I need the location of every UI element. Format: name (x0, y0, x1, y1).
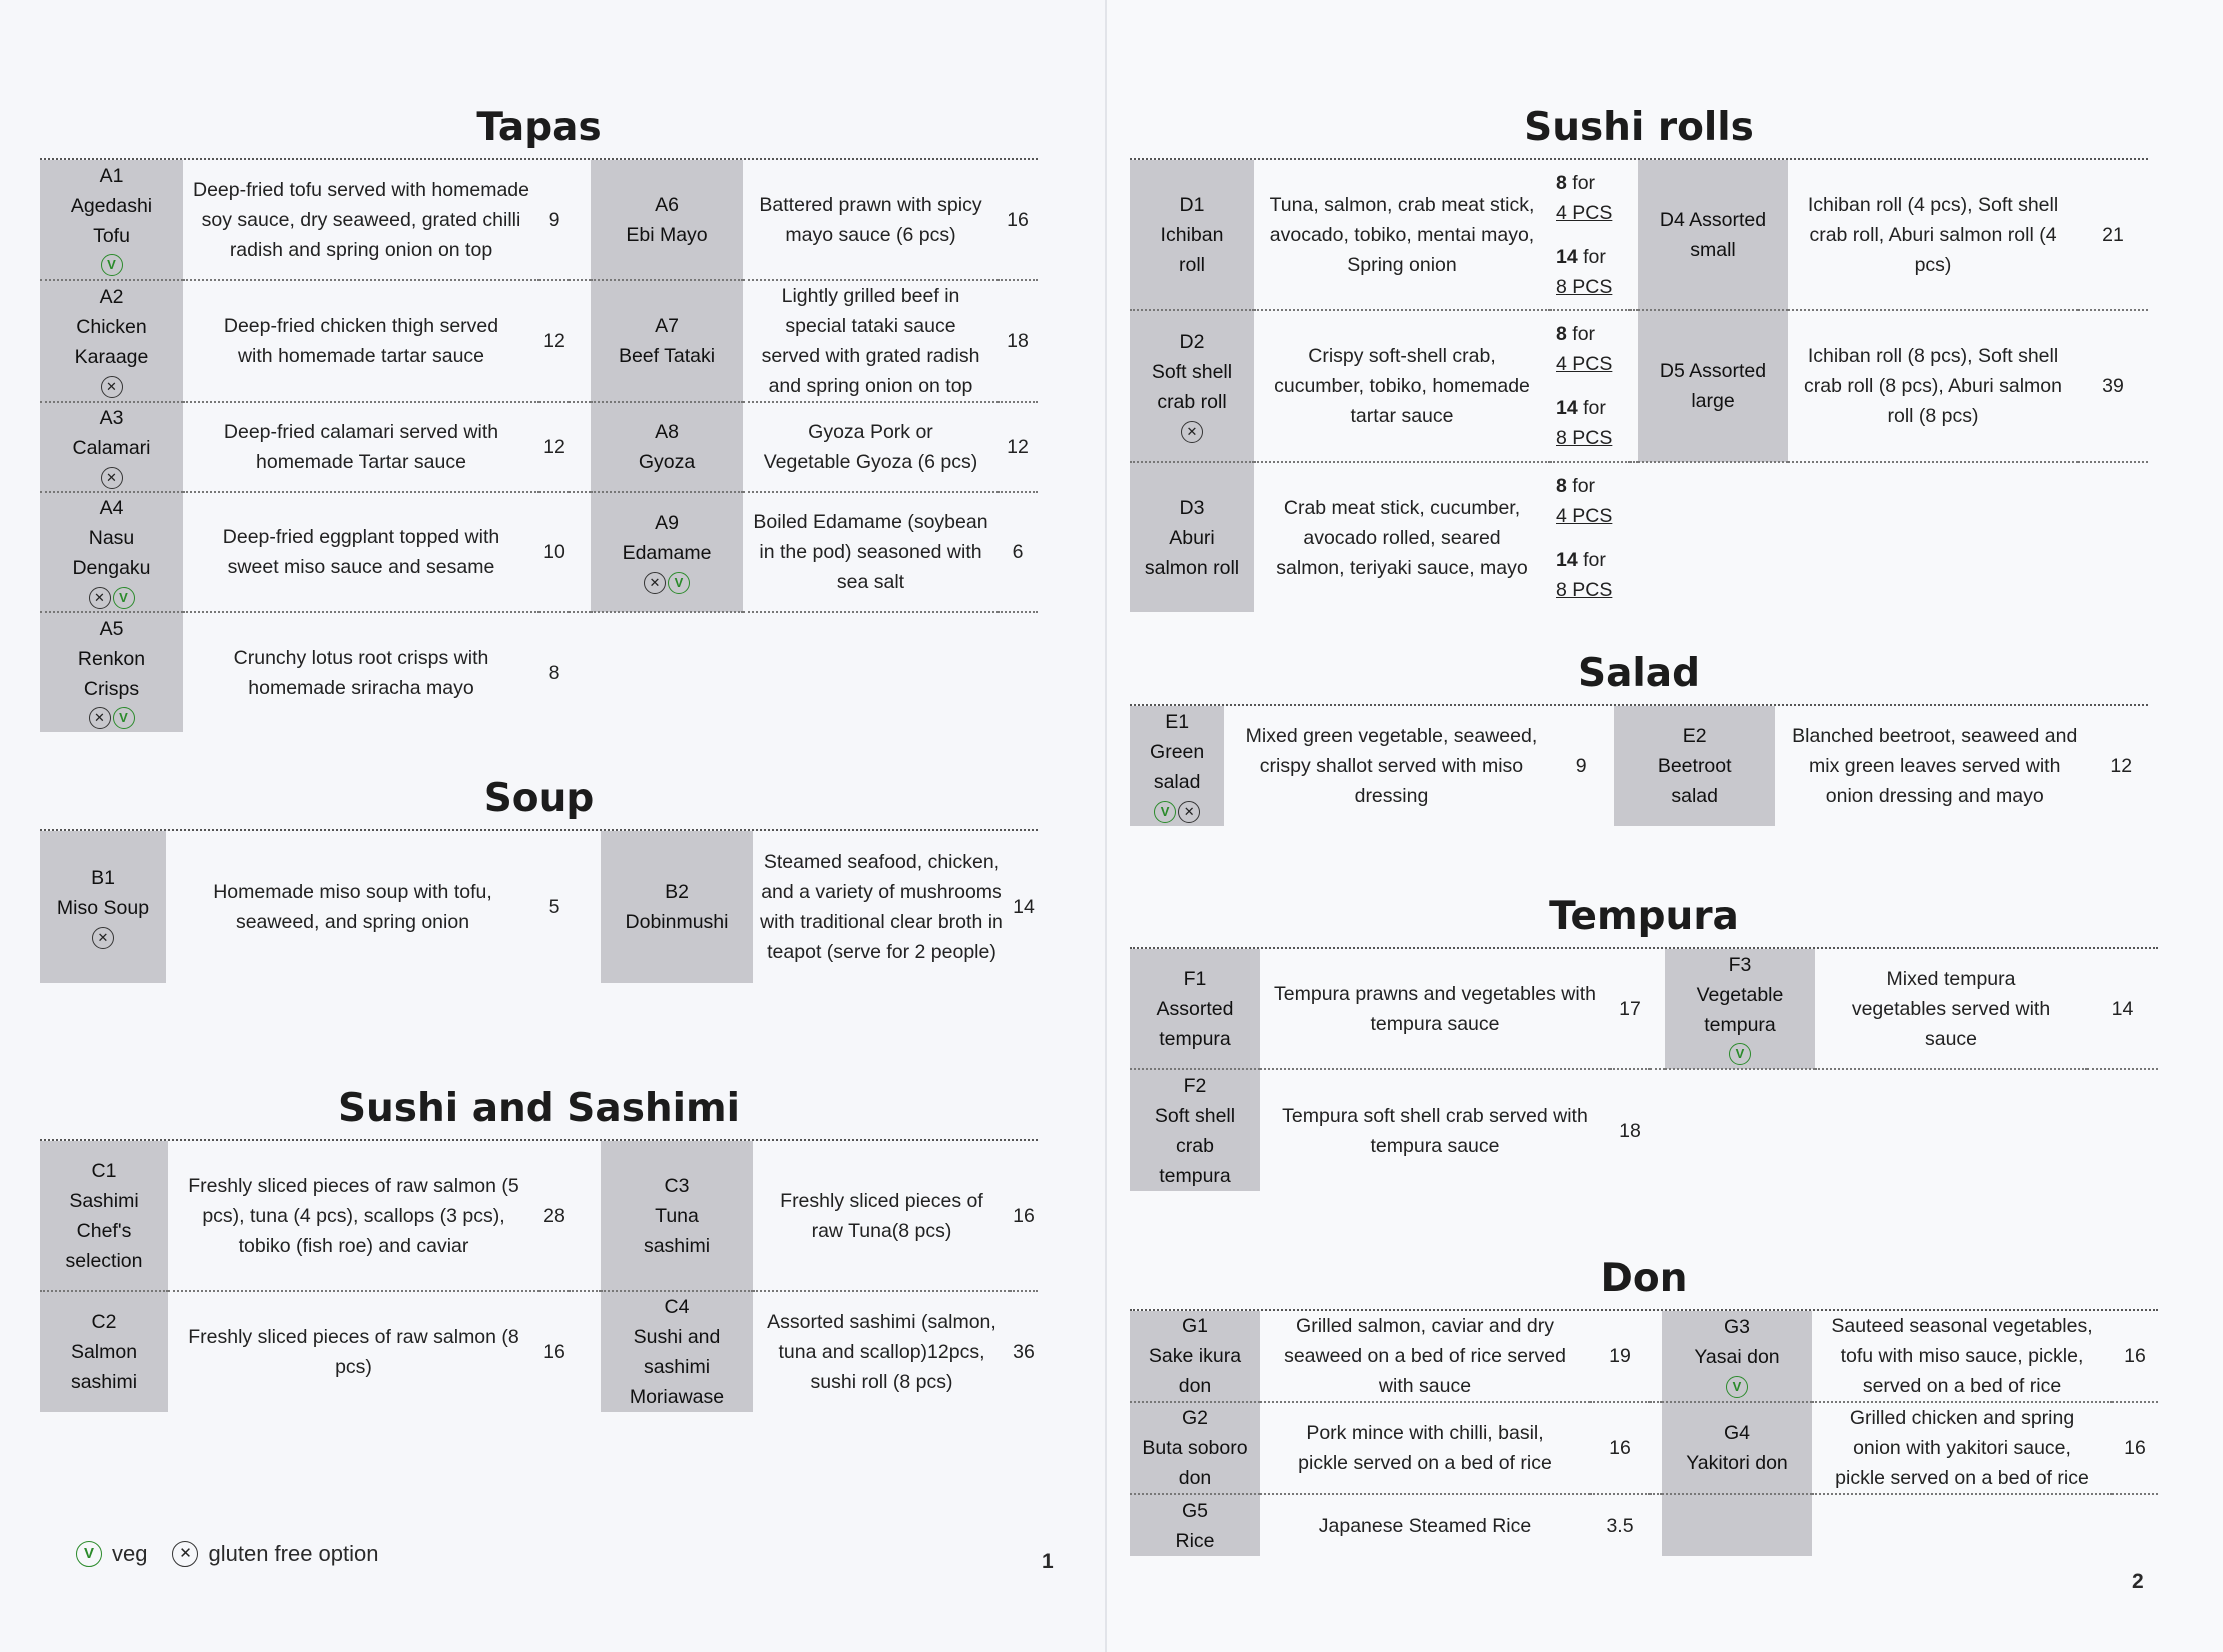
veg-icon: V (668, 572, 690, 594)
section-sushi-sashimi (40, 1085, 1038, 1412)
spacer (569, 160, 591, 280)
menu-row (1130, 1311, 2158, 1402)
menu-item-desc: Grilled salmon, caviar and dry seaweed on a bed of rice served with sauce (1284, 1315, 1566, 1397)
section-title: Tapas (476, 105, 602, 150)
menu-item-desc: Grilled chicken and spring onion with yakitori sauce, pickle served on a bed of rice (1812, 1402, 2112, 1494)
menu-row (40, 160, 1038, 280)
menu-item-code (1662, 1494, 1812, 1556)
spacer (569, 612, 591, 732)
menu-item-price: 8 for 4 PCS 14 for 8 PCS (1556, 171, 1613, 298)
menu-item-price: 14 (1013, 896, 1035, 918)
spacer (1812, 1494, 2112, 1556)
menu-item-price: 9 (1575, 755, 1587, 777)
menu-item-price: 12 (539, 402, 569, 492)
menu-item-code: B2 Dobinmushi (601, 831, 753, 983)
spacer (569, 492, 591, 612)
spacer (569, 1141, 601, 1291)
menu-item-price: 10 (539, 492, 569, 612)
menu-item-price: 5 (548, 896, 560, 918)
menu-item-desc: Gyoza Pork or Vegetable Gyoza (6 pcs) (743, 402, 998, 492)
menu-item-code: A1 Agedashi Tofu V (40, 160, 183, 280)
menu-item-code: C2 Salmon sashimi (40, 1291, 168, 1412)
menu-item-code: B1 Miso Soup ✕ (40, 831, 166, 983)
menu-item-desc: Battered prawn with spicy mayo sauce (6 pcs) (759, 193, 982, 246)
menu-item-code: D4 Assorted small (1638, 160, 1788, 310)
legend-gf-label: gluten free option (208, 1541, 379, 1566)
menu-item-desc: Deep-fried eggplant topped with sweet miso sauce and sesame (183, 492, 539, 612)
menu-item-price: 21 (2102, 223, 2124, 246)
menu-item-price: 8 for 4 PCS 14 for 8 PCS (1550, 310, 1630, 462)
spacer (1650, 1494, 1662, 1556)
menu-item-price: 16 (1013, 1204, 1035, 1227)
menu-row (40, 1141, 1038, 1291)
menu-table (1130, 160, 2148, 612)
menu-item-desc: Sauteed seasonal vegetables, tofu with miso sauce, pickle, served on a bed of rice (1831, 1315, 2093, 1397)
legend-veg-label: veg (112, 1541, 148, 1566)
menu-item-price: 28 (543, 1204, 565, 1227)
veg-icon: V (1729, 1043, 1751, 1065)
menu-item-price: 16 (1007, 208, 1029, 231)
spacer (1650, 1402, 1662, 1494)
spacer (1788, 462, 2078, 612)
menu-item-price: 16 (2112, 1402, 2158, 1494)
menu-item-price: 16 (539, 1291, 569, 1412)
menu-item-code: A9 Edamame ✕ V (591, 492, 743, 612)
menu-item-code: G3 Yasai don V (1662, 1311, 1812, 1402)
spacer (569, 1291, 601, 1412)
menu-item-desc: Japanese Steamed Rice (1260, 1494, 1590, 1556)
menu-item-price: 14 (2111, 997, 2134, 1020)
menu-item-price: 39 (2078, 310, 2148, 462)
section-soup (40, 775, 1038, 983)
menu-item-code: D2 Soft shell crab roll ✕ (1130, 310, 1254, 462)
menu-row (1130, 1494, 2158, 1556)
menu-item-desc: Crab meat stick, cucumber, avocado rolled, seared salmon, teriyaki sauce, mayo (1254, 462, 1550, 612)
menu-row (40, 492, 1038, 612)
gluten-free-icon: ✕ (89, 707, 111, 729)
gluten-free-icon: ✕ (644, 572, 666, 594)
section-title: Soup (483, 776, 595, 821)
menu-table (1130, 706, 2148, 826)
menu-item-code: D3 Aburi salmon roll (1130, 462, 1254, 612)
menu-item-price: 19 (1609, 1345, 1631, 1367)
menu-item-desc: Tempura prawns and vegetables with tempura sauce (1274, 982, 1596, 1035)
spacer (2087, 1069, 2158, 1191)
menu-row (40, 612, 1038, 732)
spacer (1630, 310, 1638, 462)
page-number: 2 (2132, 1570, 2144, 1593)
menu-item-price: 12 (998, 402, 1038, 492)
menu-item-price: 8 (539, 612, 569, 732)
spacer (2112, 1494, 2158, 1556)
menu-item-code: A3 Calamari ✕ (40, 402, 183, 492)
menu-item-price: 8 for 4 PCS 14 for 8 PCS (1550, 462, 1630, 612)
menu-row (1130, 949, 2158, 1069)
spacer (1604, 706, 1615, 826)
spacer (1815, 1069, 2087, 1191)
menu-item-desc: Ichiban roll (4 pcs), Soft shell crab roll, Aburi salmon roll (4 pcs) (1807, 193, 2059, 276)
menu-row (40, 1291, 1038, 1412)
menu-item-desc: Deep-fried chicken thigh served with homemade tartar sauce (183, 280, 539, 402)
spacer (2078, 462, 2148, 612)
menu-row (40, 402, 1038, 492)
veg-icon: V (113, 587, 135, 609)
gluten-free-icon: ✕ (172, 1541, 198, 1567)
spacer (569, 280, 591, 402)
menu-row (40, 831, 1038, 983)
menu-item-code: G4 Yakitori don (1662, 1402, 1812, 1494)
menu-page-2 (1105, 0, 2223, 1652)
menu-row (1130, 706, 2148, 826)
menu-table (40, 160, 1038, 732)
menu-item-code: A8 Gyoza (591, 402, 743, 492)
menu-item-desc: Mixed green vegetable, seaweed, crispy shallot served with miso dressing (1245, 725, 1538, 807)
menu-item-code: G5 Rice (1130, 1494, 1260, 1556)
menu-item-code: F1 Assorted tempura (1130, 949, 1260, 1069)
menu-item-desc: Lightly grilled beef in special tataki sauce served with grated radish and spring onion on top (743, 280, 998, 402)
menu-item-code: C3 Tuna sashimi (601, 1141, 753, 1291)
spacer (1650, 1311, 1662, 1402)
menu-item-price: 12 (539, 280, 569, 402)
section-salad (1130, 650, 2148, 826)
menu-item-price: 18 (1610, 1069, 1650, 1191)
menu-item-desc: Pork mince with chilli, basil, pickle served on a bed of rice (1260, 1402, 1590, 1494)
section-title: Tempura (1549, 894, 1739, 939)
menu-item-price: 9 (548, 208, 560, 231)
menu-item-desc: Ichiban roll (8 pcs), Soft shell crab roll (8 pcs), Aburi salmon roll (8 pcs) (1788, 310, 2078, 462)
menu-table (40, 1141, 1038, 1412)
menu-table (1130, 1311, 2158, 1556)
veg-icon: V (101, 254, 123, 276)
menu-item-code: D1 Ichiban roll (1130, 160, 1254, 310)
menu-item-desc: Crunchy lotus root crisps with homemade sriracha mayo (183, 612, 539, 732)
menu-item-code: A6 Ebi Mayo (591, 160, 743, 280)
menu-item-desc: Boiled Edamame (soybean in the pod) seasoned with sea salt (743, 492, 998, 612)
menu-item-code: G1 Sake ikura don (1130, 1311, 1260, 1402)
menu-item-desc: Freshly sliced pieces of raw Tuna(8 pcs) (780, 1189, 983, 1242)
menu-item-code: A5 Renkon Crisps ✕ V (40, 612, 183, 732)
section-title: Don (1600, 1256, 1688, 1301)
gluten-free-icon: ✕ (101, 376, 123, 398)
menu-item-code: A4 Nasu Dengaku ✕ V (40, 492, 183, 612)
menu-row (1130, 160, 2148, 310)
menu-item-price: 17 (1619, 997, 1641, 1020)
section-sushi-rolls (1130, 104, 2148, 612)
spacer (1650, 949, 1665, 1069)
legend (75, 1541, 403, 1567)
gluten-free-icon: ✕ (89, 587, 111, 609)
menu-item-desc: Mixed tempura vegetables served with sauce (1851, 967, 2051, 1050)
menu-item-desc: Crispy soft-shell crab, cucumber, tobiko, homemade tartar sauce (1254, 310, 1550, 462)
spacer (743, 612, 998, 732)
menu-item-price: 3.5 (1590, 1494, 1650, 1556)
section-tempura (1130, 893, 2158, 1191)
menu-item-desc: Deep-fried tofu served with homemade soy sauce, dry seaweed, grated chilli radish and spring onion on top (192, 178, 529, 261)
veg-icon: V (76, 1541, 102, 1567)
menu-row (1130, 310, 2148, 462)
menu-item-desc: Tempura soft shell crab served with tempura sauce (1260, 1069, 1610, 1191)
menu-row (1130, 462, 2148, 612)
menu-item-price: 36 (1010, 1291, 1038, 1412)
menu-row (1130, 1069, 2158, 1191)
menu-row (40, 280, 1038, 402)
menu-item-price: 6 (998, 492, 1038, 612)
gluten-free-icon: ✕ (101, 467, 123, 489)
menu-item-code: F3 Vegetable tempura V (1665, 949, 1815, 1069)
menu-item-code: A7 Beef Tataki (591, 280, 743, 402)
gluten-free-icon: ✕ (1181, 421, 1203, 443)
menu-item-price: 16 (2124, 1345, 2146, 1367)
spacer (998, 612, 1038, 732)
menu-item-code: C1 Sashimi Chef's selection (40, 1141, 168, 1291)
veg-icon: V (1726, 1376, 1748, 1398)
spacer (569, 402, 591, 492)
spacer (591, 612, 743, 732)
spacer (1650, 1069, 1665, 1191)
menu-item-price: 12 (2110, 755, 2133, 777)
menu-item-code: E1 Green salad V ✕ (1130, 706, 1224, 826)
menu-item-desc: Blanched beetroot, seaweed and mix green leaves served with onion dressing and mayo (1792, 725, 2078, 807)
section-tapas (40, 104, 1038, 732)
menu-page-1 (0, 0, 1105, 1652)
menu-item-code: C4 Sushi and sashimi Moriawase (601, 1291, 753, 1412)
veg-icon: V (1154, 801, 1176, 823)
menu-table (1130, 949, 2158, 1191)
spacer (1665, 1069, 1815, 1191)
gluten-free-icon: ✕ (92, 927, 114, 949)
veg-icon: V (113, 707, 135, 729)
menu-item-code: G2 Buta soboro don (1130, 1402, 1260, 1494)
menu-item-desc: Freshly sliced pieces of raw salmon (8 pcs) (168, 1291, 539, 1412)
spacer (569, 831, 601, 983)
section-title: Sushi and Sashimi (337, 1086, 741, 1131)
menu-item-code: E2 Beetroot salad (1614, 706, 1775, 826)
page-number: 1 (1042, 1550, 1054, 1573)
gluten-free-icon: ✕ (1178, 801, 1200, 823)
section-don (1130, 1255, 2158, 1556)
menu-item-desc: Freshly sliced pieces of raw salmon (5 pcs), tuna (4 pcs), scallops (3 pcs), tobiko (fish roe) and caviar (188, 1174, 519, 1257)
menu-item-desc: Deep-fried calamari served with homemade Tartar sauce (183, 402, 539, 492)
menu-item-price: 16 (1590, 1402, 1650, 1494)
menu-item-price: 18 (998, 280, 1038, 402)
section-title: Sushi rolls (1524, 105, 1754, 150)
menu-item-code: F2 Soft shell crab tempura (1130, 1069, 1260, 1191)
menu-item-desc: Tuna, salmon, crab meat stick, avocado, tobiko, mentai mayo, Spring onion (1269, 193, 1535, 276)
menu-item-desc: Assorted sashimi (salmon, tuna and scallop)12pcs, sushi roll (8 pcs) (753, 1291, 1010, 1412)
menu-row (1130, 1402, 2158, 1494)
menu-table (40, 831, 1038, 983)
menu-item-desc: Homemade miso soup with tofu, seaweed, and spring onion (213, 881, 492, 933)
menu-item-code: A2 Chicken Karaage ✕ (40, 280, 183, 402)
menu-item-code: D5 Assorted large (1638, 310, 1788, 462)
menu-item-desc: Steamed seafood, chicken, and a variety of mushrooms with traditional clear broth in teapot (serve for 2 people) (760, 851, 1003, 963)
spacer (1638, 462, 1788, 612)
spacer (1630, 160, 1638, 310)
section-title: Salad (1577, 651, 1700, 696)
spacer (1630, 462, 1638, 612)
